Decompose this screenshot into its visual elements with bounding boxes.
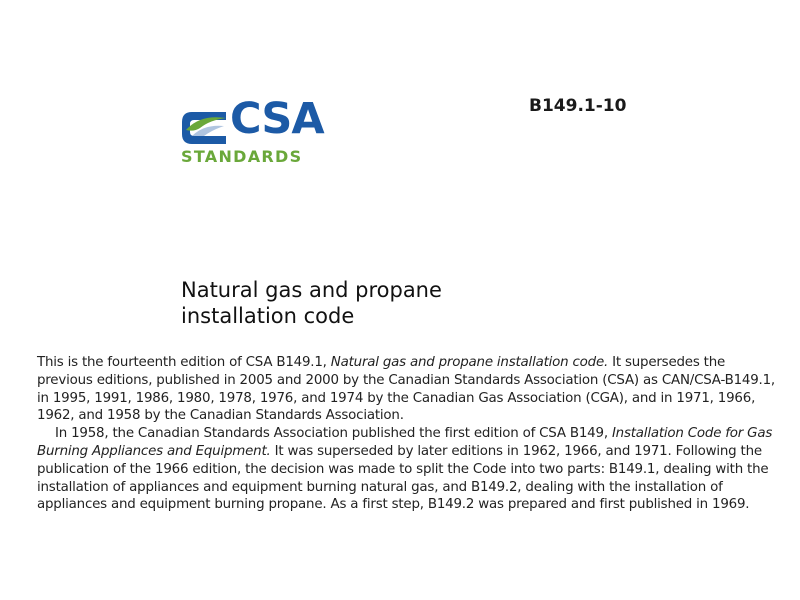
document-number: B149.1-10 [529,96,627,116]
p1-text-a: This is the fourteenth edition of CSA B149.1, [37,355,331,370]
csa-standards-logo [180,94,330,168]
p2-title-italic: Installation Code for Gas Burning Appliances and Equipment. [37,426,773,459]
standards-wordmark: STANDARDS [181,147,303,166]
preface-paragraph-2 [37,425,777,514]
csa-wordmark: CSA [230,94,324,144]
csa-leaf-icon [180,106,228,146]
p1-text-c: It supersedes the previous editions, published in 2005 and 2000 by the Canadian Standards Association (CSA) as CAN/CSA-B149.1, in 1995, 1991, 1986, 1980, 1978, 1976, and 1974 by the Canadian Gas Association (CGA), and in 1971, 1966, 1962, and 1958 by the Canadian Standards Association. [37,355,775,424]
p2-text-a: In 1958, the Canadian Standards Association published the first edition of CSA B149, [55,426,612,442]
p2-text-c: It was superseded by later editions in 1962, 1966, and 1971. Following the publication of the 1966 edition, the decision was made to split the Code into two parts: B149.1, dealing with the installation of appliances and equipment burning natural gas, and B149.2, dealing with the installation of appliances and equipment burning propane. As a first step, B149.2 was prepared and first published in 1969. [37,443,769,513]
page-title [181,277,601,329]
title-line-1: Natural gas and propane [181,278,442,302]
preface-paragraph-1 [37,354,777,425]
preface-text [37,354,777,514]
title-line-2: installation code [181,304,355,328]
p1-title-italic: Natural gas and propane installation code. [330,355,609,370]
